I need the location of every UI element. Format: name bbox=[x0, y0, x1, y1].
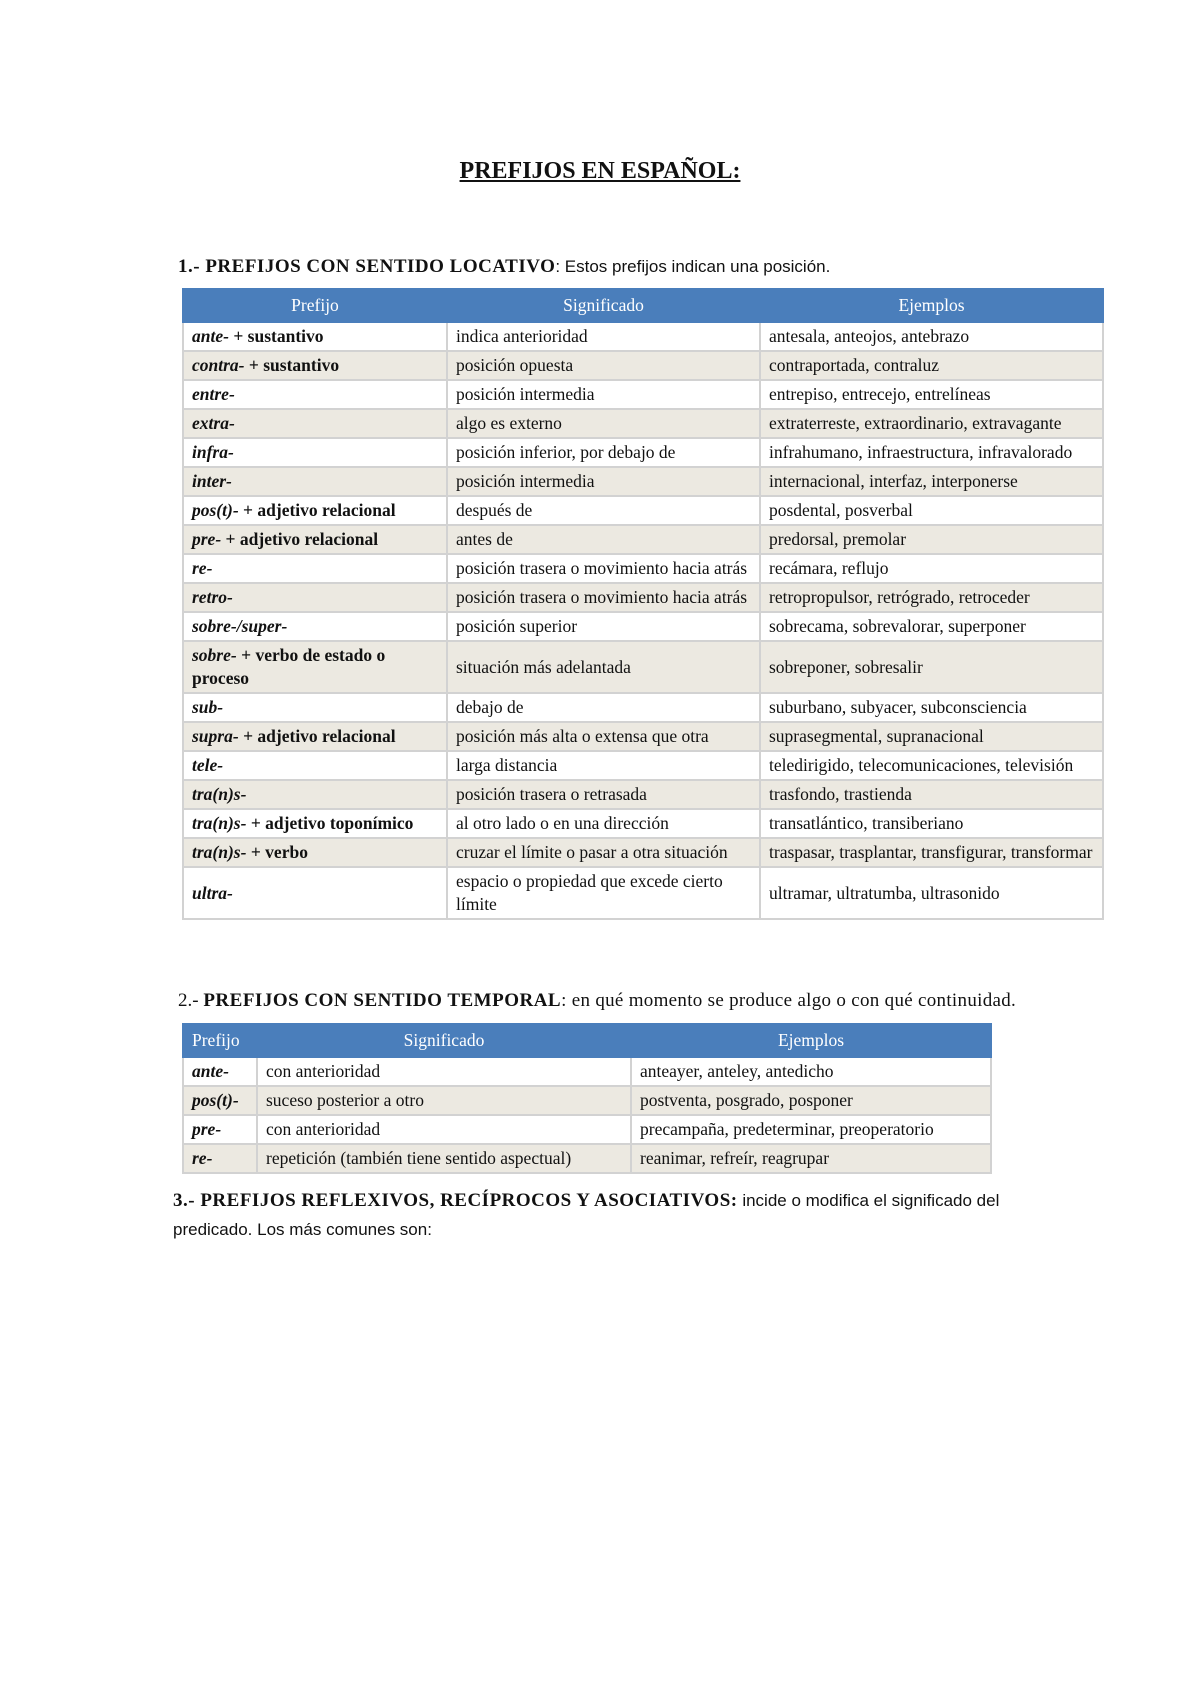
table-row bbox=[183, 409, 1103, 438]
section1-description: : Estos prefijos indican una posición. bbox=[555, 257, 831, 276]
prefix-cell bbox=[183, 438, 447, 467]
table-row bbox=[183, 612, 1103, 641]
meaning-cell: con anterioridad bbox=[257, 1057, 631, 1086]
table-row bbox=[183, 838, 1103, 867]
prefix-complement: + adjetivo relacional bbox=[238, 726, 396, 746]
prefix-morpheme: entre- bbox=[192, 384, 235, 404]
table-row bbox=[183, 525, 1103, 554]
meaning-cell: posición intermedia bbox=[447, 467, 760, 496]
locative-prefixes-table bbox=[182, 288, 1104, 920]
meaning-cell: posición opuesta bbox=[447, 351, 760, 380]
meaning-cell: repetición (también tiene sentido aspectual) bbox=[257, 1144, 631, 1173]
column-header-significado: Significado bbox=[447, 289, 760, 322]
table-row bbox=[183, 322, 1103, 351]
meaning-cell: al otro lado o en una dirección bbox=[447, 809, 760, 838]
meaning-cell: posición trasera o movimiento hacia atrás bbox=[447, 554, 760, 583]
table-row bbox=[183, 380, 1103, 409]
examples-cell: reanimar, refreír, reagrupar bbox=[631, 1144, 991, 1173]
prefix-complement: + verbo bbox=[246, 842, 308, 862]
prefix-cell bbox=[183, 809, 447, 838]
meaning-cell: indica anterioridad bbox=[447, 322, 760, 351]
examples-cell: sobreponer, sobresalir bbox=[760, 641, 1103, 693]
prefix-cell bbox=[183, 838, 447, 867]
examples-cell: trasfondo, trastienda bbox=[760, 780, 1103, 809]
examples-cell: sobrecama, sobrevalorar, superponer bbox=[760, 612, 1103, 641]
meaning-cell: posición más alta o extensa que otra bbox=[447, 722, 760, 751]
prefix-cell bbox=[183, 322, 447, 351]
meaning-cell: antes de bbox=[447, 525, 760, 554]
table-header-row bbox=[183, 289, 1103, 322]
prefix-morpheme: sub- bbox=[192, 697, 224, 717]
prefix-morpheme: pre- bbox=[192, 1119, 222, 1139]
prefix-cell bbox=[183, 1057, 257, 1086]
meaning-cell: posición superior bbox=[447, 612, 760, 641]
meaning-cell: posición trasera o movimiento hacia atrás bbox=[447, 583, 760, 612]
prefix-cell bbox=[183, 751, 447, 780]
examples-cell: extraterreste, extraordinario, extravagante bbox=[760, 409, 1103, 438]
section3-title: 3.- PREFIJOS REFLEXIVOS, RECÍPROCOS Y ASOCIATIVOS: bbox=[173, 1190, 738, 1211]
table-row bbox=[183, 496, 1103, 525]
prefix-cell bbox=[183, 467, 447, 496]
examples-cell: traspasar, trasplantar, transfigurar, transformar bbox=[760, 838, 1103, 867]
column-header-prefijo: Prefijo bbox=[183, 289, 447, 322]
prefix-morpheme: tra(n)s- bbox=[192, 813, 247, 833]
meaning-cell: con anterioridad bbox=[257, 1115, 631, 1144]
prefix-cell bbox=[183, 380, 447, 409]
prefix-cell bbox=[183, 722, 447, 751]
section2-number: 2.- bbox=[178, 990, 204, 1011]
meaning-cell: cruzar el límite o pasar a otra situación bbox=[447, 838, 760, 867]
examples-cell: entrepiso, entrecejo, entrelíneas bbox=[760, 380, 1103, 409]
prefix-cell bbox=[183, 1144, 257, 1173]
meaning-cell: debajo de bbox=[447, 693, 760, 722]
table-row bbox=[183, 780, 1103, 809]
meaning-cell: larga distancia bbox=[447, 751, 760, 780]
examples-cell: suburbano, subyacer, subconsciencia bbox=[760, 693, 1103, 722]
prefix-complement: + adjetivo toponímico bbox=[246, 813, 414, 833]
examples-cell: ultramar, ultratumba, ultrasonido bbox=[760, 867, 1103, 919]
section3-heading bbox=[173, 1186, 1023, 1244]
meaning-cell: posición trasera o retrasada bbox=[447, 780, 760, 809]
prefix-morpheme: tra(n)s- bbox=[192, 784, 247, 804]
prefix-cell bbox=[183, 693, 447, 722]
prefix-morpheme: re- bbox=[192, 1148, 213, 1168]
section2-description: : en qué momento se produce algo o con qué continuidad. bbox=[561, 990, 1017, 1011]
table-row bbox=[183, 1057, 991, 1086]
examples-cell: antesala, anteojos, antebrazo bbox=[760, 322, 1103, 351]
prefix-cell bbox=[183, 1086, 257, 1115]
table-row bbox=[183, 809, 1103, 838]
section2-title: PREFIJOS CON SENTIDO TEMPORAL bbox=[203, 990, 562, 1011]
examples-cell: posdental, posverbal bbox=[760, 496, 1103, 525]
column-header-significado: Significado bbox=[257, 1024, 631, 1057]
table-row bbox=[183, 554, 1103, 583]
examples-cell: recámara, reflujo bbox=[760, 554, 1103, 583]
examples-cell: contraportada, contraluz bbox=[760, 351, 1103, 380]
table-row bbox=[183, 722, 1103, 751]
temporal-prefixes-table bbox=[182, 1023, 992, 1174]
prefix-cell bbox=[183, 612, 447, 641]
examples-cell: transatlántico, transiberiano bbox=[760, 809, 1103, 838]
prefix-morpheme: tele- bbox=[192, 755, 224, 775]
prefix-complement: + sustantivo bbox=[244, 355, 340, 375]
examples-cell: teledirigido, telecomunicaciones, televisión bbox=[760, 751, 1103, 780]
examples-cell: infrahumano, infraestructura, infravalorado bbox=[760, 438, 1103, 467]
prefix-morpheme: retro- bbox=[192, 587, 233, 607]
meaning-cell: posición intermedia bbox=[447, 380, 760, 409]
table-row bbox=[183, 641, 1103, 693]
page-title: PREFIJOS EN ESPAÑOL: bbox=[459, 158, 741, 184]
table-row bbox=[183, 751, 1103, 780]
prefix-cell bbox=[183, 641, 447, 693]
prefix-morpheme: re- bbox=[192, 558, 213, 578]
prefix-morpheme: sobre- bbox=[192, 645, 237, 665]
prefix-cell bbox=[183, 867, 447, 919]
prefix-cell bbox=[183, 1115, 257, 1144]
column-header-prefijo: Prefijo bbox=[183, 1024, 257, 1057]
prefix-cell bbox=[183, 409, 447, 438]
table-row bbox=[183, 1144, 991, 1173]
examples-cell: postventa, posgrado, posponer bbox=[631, 1086, 991, 1115]
column-header-ejemplos: Ejemplos bbox=[760, 289, 1103, 322]
prefix-morpheme: supra- bbox=[192, 726, 239, 746]
section3-description: incide o modifica el significado del predicado. Los más comunes son: bbox=[173, 1191, 1000, 1239]
meaning-cell: algo es externo bbox=[447, 409, 760, 438]
prefix-cell bbox=[183, 351, 447, 380]
meaning-cell: suceso posterior a otro bbox=[257, 1086, 631, 1115]
prefix-morpheme: sobre-/super- bbox=[192, 616, 288, 636]
table-row bbox=[183, 438, 1103, 467]
meaning-cell: espacio o propiedad que excede cierto límite bbox=[447, 867, 760, 919]
prefix-complement: + adjetivo relacional bbox=[221, 529, 379, 549]
prefix-morpheme: extra- bbox=[192, 413, 235, 433]
prefix-morpheme: infra- bbox=[192, 442, 234, 462]
column-header-ejemplos: Ejemplos bbox=[631, 1024, 991, 1057]
table-row bbox=[183, 867, 1103, 919]
meaning-cell: situación más adelantada bbox=[447, 641, 760, 693]
meaning-cell: posición inferior, por debajo de bbox=[447, 438, 760, 467]
section1-title: 1.- PREFIJOS CON SENTIDO LOCATIVO bbox=[178, 256, 556, 277]
prefix-complement: + sustantivo bbox=[228, 326, 324, 346]
examples-cell: anteayer, anteley, antedicho bbox=[631, 1057, 991, 1086]
prefix-morpheme: ultra- bbox=[192, 882, 233, 903]
section1-heading bbox=[178, 252, 1058, 281]
examples-cell: retropropulsor, retrógrado, retroceder bbox=[760, 583, 1103, 612]
prefix-cell bbox=[183, 554, 447, 583]
prefix-morpheme: inter- bbox=[192, 471, 232, 491]
table-row bbox=[183, 467, 1103, 496]
prefix-morpheme: pos(t)- bbox=[192, 500, 239, 520]
prefix-cell bbox=[183, 525, 447, 554]
table-row bbox=[183, 351, 1103, 380]
table-row bbox=[183, 583, 1103, 612]
prefix-complement: + verbo de estado o proceso bbox=[192, 645, 386, 688]
examples-cell: predorsal, premolar bbox=[760, 525, 1103, 554]
prefix-morpheme: ante- bbox=[192, 326, 229, 346]
prefix-morpheme: tra(n)s- bbox=[192, 842, 247, 862]
prefix-morpheme: pos(t)- bbox=[192, 1090, 239, 1110]
prefix-morpheme: pre- bbox=[192, 529, 222, 549]
meaning-cell: después de bbox=[447, 496, 760, 525]
table-row bbox=[183, 1115, 991, 1144]
table-header-row bbox=[183, 1024, 991, 1057]
examples-cell: suprasegmental, supranacional bbox=[760, 722, 1103, 751]
prefix-morpheme: contra- bbox=[192, 355, 245, 375]
prefix-morpheme: ante- bbox=[192, 1061, 229, 1081]
examples-cell: internacional, interfaz, interponerse bbox=[760, 467, 1103, 496]
prefix-cell bbox=[183, 583, 447, 612]
prefix-cell bbox=[183, 780, 447, 809]
table-row bbox=[183, 1086, 991, 1115]
section2-heading bbox=[178, 986, 1058, 1015]
examples-cell: precampaña, predeterminar, preoperatorio bbox=[631, 1115, 991, 1144]
prefix-cell bbox=[183, 496, 447, 525]
table-row bbox=[183, 693, 1103, 722]
prefix-complement: + adjetivo relacional bbox=[238, 500, 396, 520]
